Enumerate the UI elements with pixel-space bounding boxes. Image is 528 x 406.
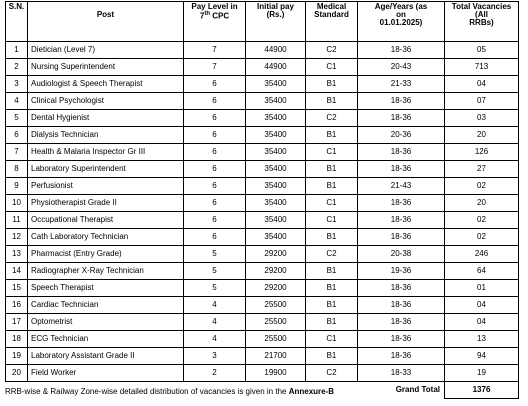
cell-sn: 19 — [6, 348, 28, 365]
cell-initial-pay: 44900 — [246, 59, 306, 76]
cell-post: Cath Laboratory Technician — [28, 229, 184, 246]
cell-initial-pay: 29200 — [246, 263, 306, 280]
cell-pay-level: 6 — [184, 93, 246, 110]
cell-initial-pay: 35400 — [246, 161, 306, 178]
header-age — [358, 2, 445, 42]
cell-medical-standard: C1 — [306, 195, 358, 212]
cell-medical-standard: B1 — [306, 76, 358, 93]
table-body — [6, 42, 519, 382]
cell-post: Laboratory Assistant Grade II — [28, 348, 184, 365]
header-initial-pay — [246, 2, 306, 42]
annexure-note — [5, 387, 334, 396]
header-pay-level — [184, 2, 246, 42]
cell-medical-standard: C1 — [306, 331, 358, 348]
header-age-line1: Age/Years (as — [374, 2, 428, 11]
table-row — [6, 178, 519, 195]
cell-post: Clinical Psychologist — [28, 93, 184, 110]
cell-sn: 3 — [6, 76, 28, 93]
cell-sn: 13 — [6, 246, 28, 263]
cell-medical-standard: C2 — [306, 110, 358, 127]
cell-vacancies: 01 — [445, 280, 519, 297]
header-age-line3: 01.01.2025) — [379, 18, 423, 27]
cell-medical-standard: B1 — [306, 297, 358, 314]
cell-medical-standard: B1 — [306, 314, 358, 331]
annexure-reference: Annexure-B — [288, 387, 335, 396]
cell-age: 20-38 — [358, 246, 445, 263]
cell-initial-pay: 35400 — [246, 212, 306, 229]
cell-initial-pay: 25500 — [246, 314, 306, 331]
cell-initial-pay: 35400 — [246, 195, 306, 212]
cell-age: 18-36 — [358, 212, 445, 229]
cell-sn: 7 — [6, 144, 28, 161]
cell-pay-level: 6 — [184, 212, 246, 229]
cell-post: Nursing Superintendent — [28, 59, 184, 76]
cell-age: 18-36 — [358, 42, 445, 59]
header-sn-label: S.N. — [8, 2, 25, 11]
cell-vacancies: 04 — [445, 76, 519, 93]
cell-post: Audiologist & Speech Therapist — [28, 76, 184, 93]
cell-age: 18-36 — [358, 110, 445, 127]
cell-vacancies: 64 — [445, 263, 519, 280]
cell-sn: 14 — [6, 263, 28, 280]
cell-pay-level: 6 — [184, 229, 246, 246]
header-sn — [6, 2, 28, 42]
cell-age: 18-36 — [358, 195, 445, 212]
cell-age: 18-36 — [358, 229, 445, 246]
cell-pay-level: 6 — [184, 127, 246, 144]
cell-pay-level: 6 — [184, 144, 246, 161]
cell-post: Laboratory Superintendent — [28, 161, 184, 178]
table-row — [6, 110, 519, 127]
cell-vacancies: 03 — [445, 110, 519, 127]
table-row — [6, 76, 519, 93]
cell-age: 19-36 — [358, 263, 445, 280]
cell-sn: 6 — [6, 127, 28, 144]
cell-medical-standard: C1 — [306, 144, 358, 161]
table-row — [6, 314, 519, 331]
cell-age: 18-36 — [358, 314, 445, 331]
cell-medical-standard: B1 — [306, 178, 358, 195]
cell-age: 21-43 — [358, 178, 445, 195]
cell-vacancies: 02 — [445, 178, 519, 195]
table-row — [6, 144, 519, 161]
table-row — [6, 229, 519, 246]
header-pay-level-cpc: CPC — [210, 11, 230, 21]
cell-pay-level: 4 — [184, 297, 246, 314]
table-row — [6, 42, 519, 59]
cell-vacancies: 94 — [445, 348, 519, 365]
cell-sn: 5 — [6, 110, 28, 127]
cell-medical-standard: C2 — [306, 42, 358, 59]
cell-medical-standard: C1 — [306, 59, 358, 76]
cell-post: Radiographer X-Ray Technician — [28, 263, 184, 280]
cell-age: 18-33 — [358, 365, 445, 382]
table-row — [6, 195, 519, 212]
cell-age: 20-36 — [358, 127, 445, 144]
table-row — [6, 127, 519, 144]
cell-post: Occupational Therapist — [28, 212, 184, 229]
cell-age: 18-36 — [358, 331, 445, 348]
cell-sn: 11 — [6, 212, 28, 229]
cell-initial-pay: 35400 — [246, 144, 306, 161]
cell-sn: 10 — [6, 195, 28, 212]
cell-initial-pay: 44900 — [246, 42, 306, 59]
cell-vacancies: 04 — [445, 314, 519, 331]
table-row — [6, 280, 519, 297]
cell-vacancies: 07 — [445, 93, 519, 110]
header-medical-line2: Standard — [314, 10, 349, 19]
cell-pay-level: 4 — [184, 331, 246, 348]
cell-initial-pay: 29200 — [246, 246, 306, 263]
cell-medical-standard: C2 — [306, 246, 358, 263]
cell-initial-pay: 35400 — [246, 178, 306, 195]
cell-post: Dialysis Technician — [28, 127, 184, 144]
cell-pay-level: 2 — [184, 365, 246, 382]
cell-pay-level: 6 — [184, 76, 246, 93]
cell-post: Dental Hygienist — [28, 110, 184, 127]
cell-vacancies: 05 — [445, 42, 519, 59]
cell-age: 18-36 — [358, 144, 445, 161]
cell-sn: 20 — [6, 365, 28, 382]
cell-post: ECG Technician — [28, 331, 184, 348]
cell-pay-level: 3 — [184, 348, 246, 365]
cell-pay-level: 7 — [184, 42, 246, 59]
header-pay-level-sup: th — [204, 11, 210, 17]
cell-medical-standard: B1 — [306, 161, 358, 178]
cell-medical-standard: B1 — [306, 263, 358, 280]
cell-pay-level: 5 — [184, 263, 246, 280]
cell-vacancies: 246 — [445, 246, 519, 263]
table-row — [6, 348, 519, 365]
table-header-row — [6, 2, 519, 42]
cell-age: 18-36 — [358, 161, 445, 178]
cell-sn: 2 — [6, 59, 28, 76]
cell-pay-level: 4 — [184, 314, 246, 331]
cell-post: Physiotherapist Grade II — [28, 195, 184, 212]
cell-post: Health & Malaria Inspector Gr III — [28, 144, 184, 161]
cell-post: Field Worker — [28, 365, 184, 382]
cell-sn: 12 — [6, 229, 28, 246]
table-row — [6, 297, 519, 314]
header-pay-level-line1: Pay Level in — [191, 2, 238, 11]
header-vacancies-line1: Total Vacancies (All — [451, 2, 512, 19]
cell-vacancies: 27 — [445, 161, 519, 178]
cell-sn: 9 — [6, 178, 28, 195]
cell-vacancies: 02 — [445, 229, 519, 246]
cell-sn: 8 — [6, 161, 28, 178]
cell-vacancies: 20 — [445, 195, 519, 212]
table-row — [6, 59, 519, 76]
cell-sn: 1 — [6, 42, 28, 59]
cell-pay-level: 6 — [184, 161, 246, 178]
cell-pay-level: 6 — [184, 178, 246, 195]
cell-age: 18-36 — [358, 280, 445, 297]
cell-age: 18-36 — [358, 348, 445, 365]
table-row — [6, 263, 519, 280]
cell-age: 18-36 — [358, 297, 445, 314]
cell-medical-standard: B1 — [306, 348, 358, 365]
cell-sn: 15 — [6, 280, 28, 297]
header-medical — [306, 2, 358, 42]
cell-initial-pay: 29200 — [246, 280, 306, 297]
cell-post: Pharmacist (Entry Grade) — [28, 246, 184, 263]
cell-post: Perfusionist — [28, 178, 184, 195]
cell-age: 18-36 — [358, 93, 445, 110]
cell-initial-pay: 35400 — [246, 110, 306, 127]
cell-initial-pay: 35400 — [246, 76, 306, 93]
cell-vacancies: 19 — [445, 365, 519, 382]
table-row — [6, 212, 519, 229]
cell-post: Dietician (Level 7) — [28, 42, 184, 59]
header-pay-level-num: 7 — [199, 11, 205, 21]
cell-post: Speech Therapist — [28, 280, 184, 297]
cell-initial-pay: 35400 — [246, 93, 306, 110]
cell-vacancies: 13 — [445, 331, 519, 348]
table-row — [6, 93, 519, 110]
cell-pay-level: 5 — [184, 246, 246, 263]
table-row — [6, 161, 519, 178]
cell-initial-pay: 25500 — [246, 331, 306, 348]
header-vacancies-line2: RRBs) — [469, 18, 494, 27]
cell-initial-pay: 35400 — [246, 127, 306, 144]
cell-sn: 17 — [6, 314, 28, 331]
annexure-note-text: RRB-wise & Railway Zone-wise detailed distribution of vacancies is given in the — [5, 387, 289, 396]
cell-initial-pay: 35400 — [246, 229, 306, 246]
cell-age: 21-33 — [358, 76, 445, 93]
cell-vacancies: 02 — [445, 212, 519, 229]
cell-post: Optometrist — [28, 314, 184, 331]
cell-medical-standard: C1 — [306, 212, 358, 229]
cell-initial-pay: 21700 — [246, 348, 306, 365]
vacancy-table — [5, 1, 519, 399]
cell-pay-level: 5 — [184, 280, 246, 297]
cell-vacancies: 04 — [445, 297, 519, 314]
cell-medical-standard: B1 — [306, 229, 358, 246]
cell-vacancies: 20 — [445, 127, 519, 144]
table-row — [6, 331, 519, 348]
cell-medical-standard: B1 — [306, 127, 358, 144]
cell-age: 20-43 — [358, 59, 445, 76]
cell-sn: 16 — [6, 297, 28, 314]
table-row — [6, 365, 519, 382]
header-vacancies — [445, 2, 519, 42]
cell-initial-pay: 19900 — [246, 365, 306, 382]
cell-sn: 18 — [6, 331, 28, 348]
cell-initial-pay: 25500 — [246, 297, 306, 314]
cell-medical-standard: B1 — [306, 93, 358, 110]
grand-total-value: 1376 — [445, 382, 519, 399]
table-row — [6, 246, 519, 263]
cell-post: Cardiac Technician — [28, 297, 184, 314]
cell-pay-level: 6 — [184, 195, 246, 212]
cell-pay-level: 7 — [184, 59, 246, 76]
header-medical-line1: Medical — [316, 2, 347, 11]
header-age-line2: on — [396, 10, 406, 19]
header-initial-pay-line1: Initial pay — [257, 2, 294, 11]
cell-vacancies: 126 — [445, 144, 519, 161]
header-post — [28, 2, 184, 42]
header-post-label: Post — [96, 10, 115, 19]
cell-medical-standard: C2 — [306, 365, 358, 382]
cell-sn: 4 — [6, 93, 28, 110]
cell-pay-level: 6 — [184, 110, 246, 127]
cell-vacancies: 713 — [445, 59, 519, 76]
header-initial-pay-line2: (Rs.) — [266, 10, 285, 19]
grand-total-label: Grand Total — [395, 385, 440, 395]
cell-medical-standard: B1 — [306, 280, 358, 297]
vacancy-table-container — [5, 1, 518, 399]
